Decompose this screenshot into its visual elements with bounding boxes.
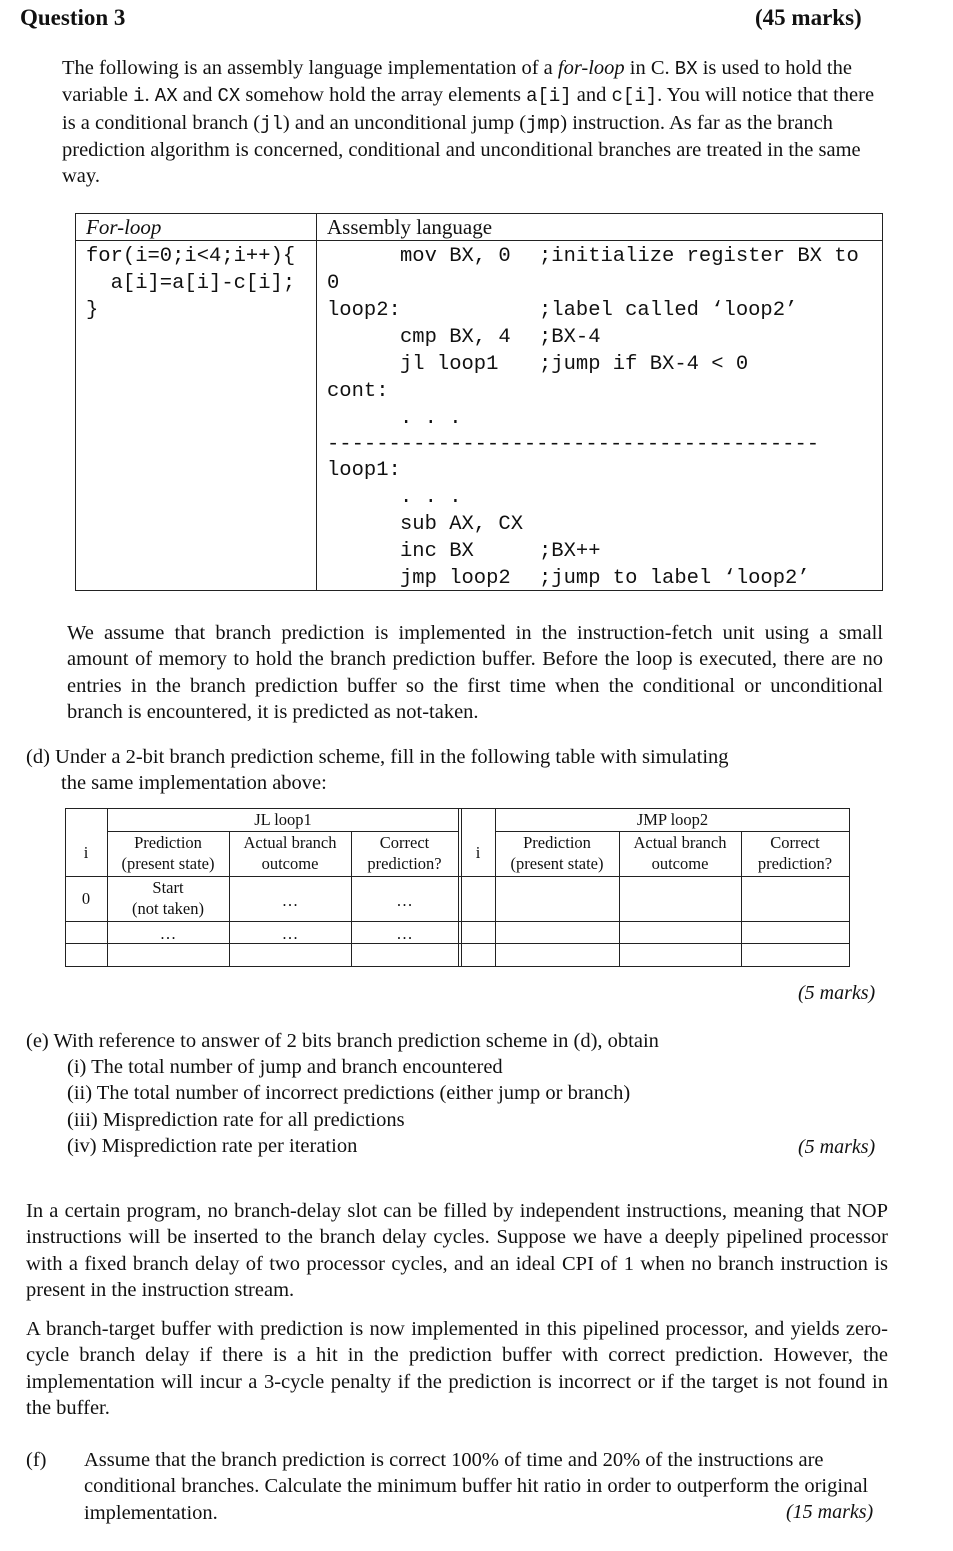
col-correct-right: Correct prediction? (757, 833, 833, 873)
asm-cont-label: cont: (327, 380, 389, 403)
asm-mov: mov BX, 0 (400, 245, 511, 268)
col-actual-left: Actual branch outcome (243, 833, 337, 873)
c-code-line-1: for(i=0;i<4;i++){ (86, 245, 296, 268)
table-rule (495, 808, 496, 967)
col-correct-left: Correct prediction? (367, 833, 442, 873)
asm-mov-comment: ;initialize register BX to (539, 245, 859, 268)
c-code-line-2: a[i]=a[i]-c[i]; (86, 272, 296, 295)
nop-paragraph: In a certain program, no branch-delay slot can be filled by independent instructions, meaning that NOP instructions will be inserted to the branch delay cycles. Suppose we have a deeply pipelined processor with a fixed branch delay of two processor cycles, and an ideal CPI of 1 when no branch instruction is present in the instruction stream. (26, 1200, 888, 1301)
asm-jl-comment: ;jump if BX-4 < 0 (539, 353, 749, 376)
asm-sub: sub AX, CX (400, 513, 524, 536)
row0-i: 0 (81, 889, 91, 908)
row1-prediction-ellipsis: … (159, 924, 177, 943)
row1-correct-ellipsis: … (396, 924, 413, 943)
btb-paragraph: A branch-target buffer with prediction is now implemented in this pipelined processor, and yields zero-cycle branch delay if there is a hit in the prediction buffer with correct prediction. However, the implementation will incur a 3-cycle penalty if the prediction is incorrect or if the target is not found in the buffer. (26, 1318, 888, 1419)
asm-inc: inc BX (400, 540, 474, 563)
asm-loop2-label: loop2: (327, 299, 401, 322)
asm-ellipsis-1: . . . (400, 407, 462, 430)
question-marks: (45 marks) (755, 5, 862, 30)
part-e-item-2: (ii) The total number of incorrect predictions (either jump or branch) (67, 1082, 631, 1104)
table-rule (458, 808, 459, 967)
intro-paragraph: The following is an assembly language implementation of a for-loop in C. BX is used to hold the variable i. AX and CX somehow hold the array elements a[i] and c[i]. You will notice that there is a conditional branch (jl) and an unconditional jump (jmp) instruction. As far as the branch prediction algorithm is concerned, conditional and unconditional branches are treated in the same way. (62, 57, 875, 188)
asm-jmp-comment: ;jump to label ‘loop2’ (539, 567, 810, 590)
asm-loop1-label: loop1: (327, 459, 401, 482)
asm-jmp: jmp loop2 (400, 567, 511, 590)
col-i-left: i (83, 843, 89, 862)
part-f-text: Assume that the branch prediction is correct 100% of time and 20% of the instructions are conditional branches. Calculate the minimum buffer hit ratio in order to outperform the original implementation. (84, 1449, 869, 1524)
table-rule (849, 808, 850, 967)
code-header-right: Assembly language (327, 215, 493, 239)
question-title: Question 3 (20, 5, 126, 30)
col-actual-right: Actual branch outcome (633, 833, 727, 873)
asm-loop2-comment: ;label called ‘loop2’ (539, 299, 798, 322)
table-rule (495, 831, 850, 832)
part-e-item-4: (iv) Misprediction rate per iteration (67, 1135, 358, 1157)
col-prediction-right: Prediction (present state) (510, 833, 604, 873)
part-e-item-3: (iii) Misprediction rate for all predictions (67, 1109, 405, 1131)
code-table-divider (316, 213, 317, 591)
part-e-marks: (5 marks) (798, 1136, 876, 1158)
row1-actual-ellipsis: … (281, 924, 299, 943)
asm-zero: 0 (327, 272, 340, 295)
jmp-group-header: JMP loop2 (636, 810, 709, 829)
part-f-label: (f) (26, 1449, 47, 1471)
asm-jl: jl loop1 (400, 353, 499, 376)
part-e-item-1: (i) The total number of jump and branch encountered (67, 1056, 503, 1078)
table-rule (65, 808, 66, 967)
part-f-marks: (15 marks) (786, 1501, 874, 1523)
table-rule (461, 808, 462, 967)
asm-divider: ---------------------------------------- (327, 433, 820, 456)
part-d-marks: (5 marks) (798, 982, 876, 1004)
asm-ellipsis-2: . . . (400, 486, 462, 509)
part-d-line-1: (d) Under a 2-bit branch prediction scheme, fill in the following table with simulating (26, 746, 729, 768)
part-e-intro: (e) With reference to answer of 2 bits branch prediction scheme in (d), obtain (26, 1030, 659, 1052)
code-header-left: For-loop (86, 215, 162, 239)
row0-prediction: Start (not taken) (132, 878, 204, 918)
c-code-line-3: } (86, 299, 99, 322)
asm-cmp: cmp BX, 4 (400, 326, 511, 349)
code-table-header-rule (75, 240, 883, 241)
part-d-line-2: the same implementation above: (61, 772, 327, 794)
jl-group-header: JL loop1 (254, 810, 312, 829)
asm-cmp-comment: ;BX-4 (539, 326, 601, 349)
assumption-paragraph: We assume that branch prediction is implemented in the instruction-fetch unit using a small amount of memory to hold the branch prediction buffer. Before the loop is executed, there are no entries in the branch prediction buffer so the first time when the conditional or unconditional branch is encountered, it is predicted as not-taken. (67, 622, 883, 723)
col-prediction-left: Prediction (present state) (121, 833, 215, 873)
col-i-right: i (475, 843, 481, 862)
table-rule (107, 831, 459, 832)
row0-actual-ellipsis: … (281, 891, 299, 910)
asm-inc-comment: ;BX++ (539, 540, 601, 563)
row0-correct-ellipsis: … (396, 891, 413, 910)
